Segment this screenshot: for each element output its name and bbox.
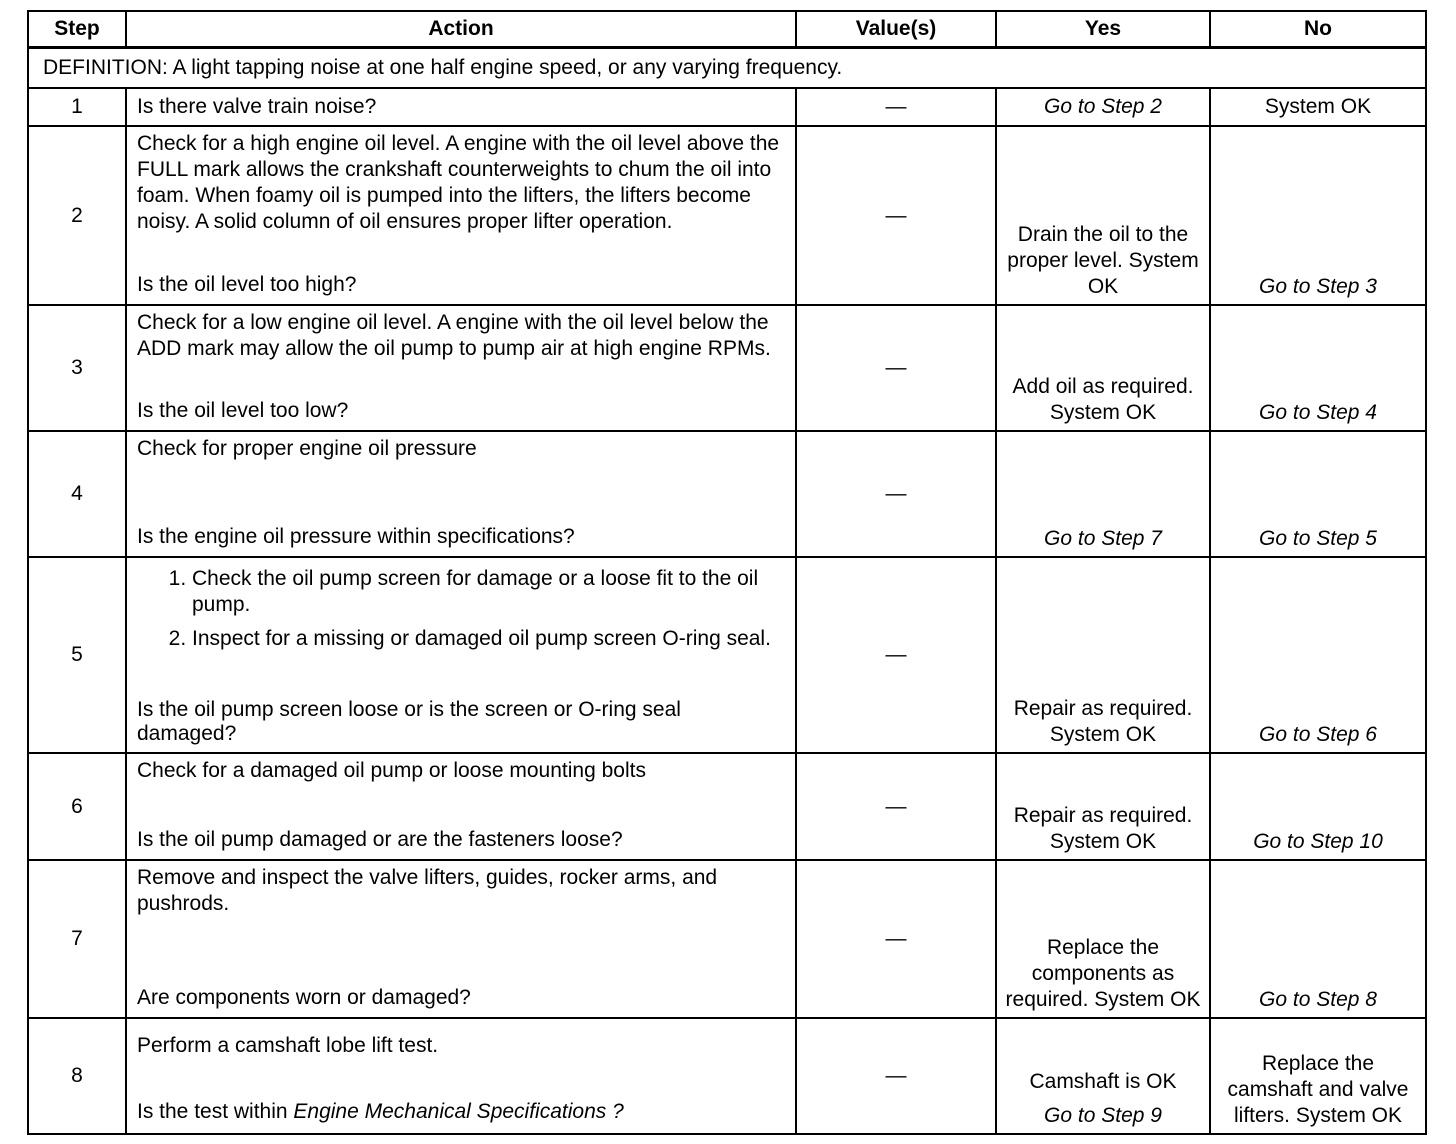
- table-row: [28, 126, 1426, 305]
- yes-cell: Add oil as required. System OK: [996, 305, 1210, 431]
- no-cell: Go to Step 8: [1210, 860, 1426, 1018]
- table-row: [28, 1018, 1426, 1134]
- header-yes: Yes: [996, 11, 1210, 48]
- header-values: Value(s): [796, 11, 996, 48]
- step-number: 8: [28, 1018, 126, 1134]
- action-cell: [126, 431, 796, 557]
- value-cell: —: [796, 88, 996, 126]
- no-cell: Go to Step 6: [1210, 557, 1426, 753]
- definition-text: DEFINITION: A light tapping noise at one half engine speed, or any varying frequency.: [28, 48, 1426, 89]
- step-number: 3: [28, 305, 126, 431]
- action-question: Is the oil pump screen loose or is the screen or O-ring seal damaged?: [137, 698, 681, 745]
- step-number: 6: [28, 753, 126, 860]
- action-cell: [126, 860, 796, 1018]
- action-text: Remove and inspect the valve lifters, guides, rocker arms, and pushrods.: [137, 866, 718, 915]
- step-number: 2: [28, 126, 126, 305]
- action-cell: [126, 305, 796, 431]
- step-number: 5: [28, 557, 126, 753]
- action-question: Is the oil pump damaged or are the fasteners loose?: [137, 828, 623, 851]
- action-text: Check for proper engine oil pressure: [137, 437, 477, 460]
- step-number: 4: [28, 431, 126, 557]
- table-row: [28, 753, 1426, 860]
- table-row: [28, 557, 1426, 753]
- action-cell: [126, 126, 796, 305]
- question-suffix: ?: [606, 1100, 624, 1123]
- no-cell: Go to Step 5: [1210, 431, 1426, 557]
- action-list: [137, 566, 783, 660]
- value-cell: —: [796, 1018, 996, 1134]
- spec-reference: Engine Mechanical Specifications: [293, 1100, 607, 1123]
- header-action: Action: [126, 11, 796, 48]
- table-row: [28, 88, 1426, 126]
- yes-cell: Go to Step 2: [996, 88, 1210, 126]
- action-text: Check for a high engine oil level. A engine with the oil level above the FULL mark allows the crankshaft counterweights to chum the oil into foam. When foamy oil is pumped into the lifters, the lifters become noisy. A solid column of oil ensures proper lifter operation.: [137, 132, 780, 233]
- question-prefix: Is the test within: [137, 1100, 294, 1123]
- table-row: [28, 431, 1426, 557]
- action-question: [137, 1099, 783, 1125]
- value-cell: —: [796, 860, 996, 1018]
- yes-cell: Go to Step 7: [996, 431, 1210, 557]
- header-row: [28, 11, 1426, 48]
- no-cell: Go to Step 10: [1210, 753, 1426, 860]
- header-step: Step: [28, 11, 126, 48]
- action-question: Is the oil level too low?: [137, 399, 349, 422]
- action-text: Check for a damaged oil pump or loose mounting bolts: [137, 759, 646, 782]
- list-item: 2. Inspect for a missing or damaged oil pump screen O-ring seal.: [192, 626, 783, 652]
- action-question: Is there valve train noise?: [126, 88, 796, 126]
- yes-text: Camshaft is OK: [1029, 1070, 1177, 1093]
- yes-cell: [996, 1018, 1210, 1134]
- step-number: 1: [28, 88, 126, 126]
- action-question: Is the oil level too high?: [137, 273, 357, 296]
- action-question: Is the engine oil pressure within specifications?: [137, 525, 575, 548]
- header-no: No: [1210, 11, 1426, 48]
- table-row: [28, 860, 1426, 1018]
- step-number: 7: [28, 860, 126, 1018]
- action-cell: [126, 1018, 796, 1134]
- no-cell: Go to Step 3: [1210, 126, 1426, 305]
- definition-row: [28, 48, 1426, 89]
- yes-cell: Drain the oil to the proper level. System OK: [996, 126, 1210, 305]
- value-cell: —: [796, 126, 996, 305]
- value-cell: —: [796, 557, 996, 753]
- value-cell: —: [796, 753, 996, 860]
- diagnostic-table: [27, 10, 1427, 1135]
- list-item: 1. Check the oil pump screen for damage or a loose fit to the oil pump.: [192, 566, 783, 618]
- action-text: Perform a camshaft lobe lift test.: [137, 1034, 439, 1057]
- yes-goto: Go to Step 9: [1044, 1104, 1162, 1127]
- action-question: Are components worn or damaged?: [137, 986, 471, 1009]
- no-cell: Go to Step 4: [1210, 305, 1426, 431]
- action-cell: [126, 557, 796, 753]
- value-cell: —: [796, 431, 996, 557]
- table-row: [28, 305, 1426, 431]
- action-cell: [126, 753, 796, 860]
- yes-cell: Replace the components as required. System OK: [996, 860, 1210, 1018]
- no-cell: System OK: [1210, 88, 1426, 126]
- yes-cell: Repair as required. System OK: [996, 753, 1210, 860]
- yes-cell: Repair as required. System OK: [996, 557, 1210, 753]
- action-text: Check for a low engine oil level. A engine with the oil level below the ADD mark may allow the oil pump to pump air at high engine RPMs.: [137, 311, 771, 360]
- no-cell: Replace the camshaft and valve lifters. System OK: [1210, 1018, 1426, 1134]
- value-cell: —: [796, 305, 996, 431]
